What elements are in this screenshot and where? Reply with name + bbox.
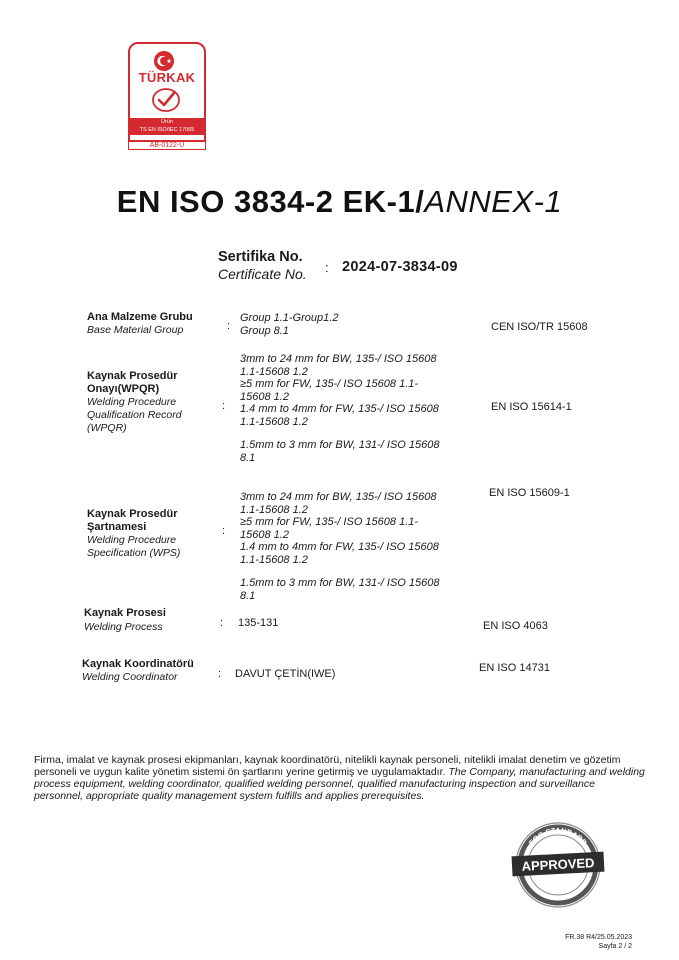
wps-value: 3mm to 24 mm for BW, 135-/ ISO 15608 1.1-15608 1.2 ≥5 mm for FW, 135-/ ISO 15608 1.1- 15608 1.2 1.4 mm to 4mm for FW, 135-/ ISO 15608 1.1-15608 1.2 1.5mm to 3 mm for BW, 131-/ ISO 15608 8.1 — [240, 491, 440, 602]
approved-seal-icon — [508, 820, 608, 910]
wpqr-label: Kaynak Prosedür Onayı(WPQR) Welding Procedure Qualification Record (WPQR) — [87, 370, 182, 434]
base-material-label-en: Base Material Group — [87, 324, 184, 336]
welding-coordinator-colon: : — [218, 668, 222, 680]
compliance-statement-en: The Company, manufacturing and welding process equipment, welding coordinator, qualified welding personnel, qualified manufacturing inspection and surveillance personnel, appropriate quality management system fulfills and applies prerequisites. — [34, 766, 645, 802]
stamp-main-text: APPROVED — [521, 855, 595, 874]
turkak-wordmark: TÜRKAK — [138, 70, 196, 85]
page-number: Sayfa 2 / 2 — [598, 943, 632, 950]
certificate-label-tr: Sertifika No. — [218, 249, 303, 265]
welding-process-label-tr: Kaynak Prosesi — [84, 607, 166, 619]
logo-standard: TS EN ISO/IEC 17065 — [128, 126, 206, 135]
stamp-top-text: FQC STANDARD — [526, 825, 590, 848]
crescent-star-icon — [152, 50, 176, 72]
base-material-label-tr: Ana Malzeme Grubu — [87, 311, 193, 323]
welding-process-value: 135-131 — [238, 617, 279, 629]
welding-coordinator-value: DAVUT ÇETİN(IWE) — [235, 668, 336, 680]
welding-coordinator-label-en: Welding Coordinator — [82, 671, 178, 683]
certificate-number: 2024-07-3834-09 — [342, 259, 458, 275]
form-code: FR.38 R4/25.05.2023 — [565, 934, 632, 941]
wpqr-standard: EN ISO 15614-1 — [491, 401, 572, 413]
wps-standard: EN ISO 15609-1 — [489, 487, 570, 499]
certificate-colon: : — [325, 260, 329, 275]
compliance-statement-tr: Firma, imalat ve kaynak prosesi ekipmanları, kaynak koordinatörü, nitelikli kaynak personeli, nitelikli imalat denetim ve gözetim personeli ve uygun kalite yönetim sistemi ön şartlarını yerine getirmiş ve uygulamaktadır. — [34, 754, 621, 778]
logo-product-label: Ürün — [128, 118, 206, 126]
welding-coordinator-standard: EN ISO 14731 — [479, 662, 550, 674]
footer — [565, 933, 632, 951]
base-material-standard: CEN ISO/TR 15608 — [491, 321, 588, 333]
wps-colon: : — [222, 525, 226, 537]
base-material-colon: : — [227, 320, 231, 332]
checkmark-icon — [150, 87, 182, 113]
welding-process-label-en: Welding Process — [84, 621, 163, 633]
wpqr-value: 3mm to 24 mm for BW, 135-/ ISO 15608 1.1-15608 1.2 ≥5 mm for FW, 135-/ ISO 15608 1.1- 15608 1.2 1.4 mm to 4mm for FW, 135-/ ISO 15608 1.1-15608 1.2 1.5mm to 3 mm for BW, 131-/ ISO 15608 8.1 — [240, 353, 440, 464]
wps-label: Kaynak Prosedür Şartnamesi Welding Procedure Specification (WPS) — [87, 508, 181, 559]
compliance-statement — [34, 754, 646, 802]
welding-coordinator-label-tr: Kaynak Koordinatörü — [82, 658, 194, 670]
document-title: EN ISO 3834-2 EK-1/ANNEX-1 — [116, 184, 563, 219]
logo-accreditation-code: AB-0122-U — [128, 140, 206, 150]
welding-process-standard: EN ISO 4063 — [483, 620, 548, 632]
base-material-value: Group 1.1-Group1.2 Group 8.1 — [240, 312, 339, 337]
certificate-label-en: Certificate No. — [218, 266, 307, 282]
welding-process-colon: : — [220, 617, 224, 629]
wpqr-colon: : — [222, 400, 226, 412]
